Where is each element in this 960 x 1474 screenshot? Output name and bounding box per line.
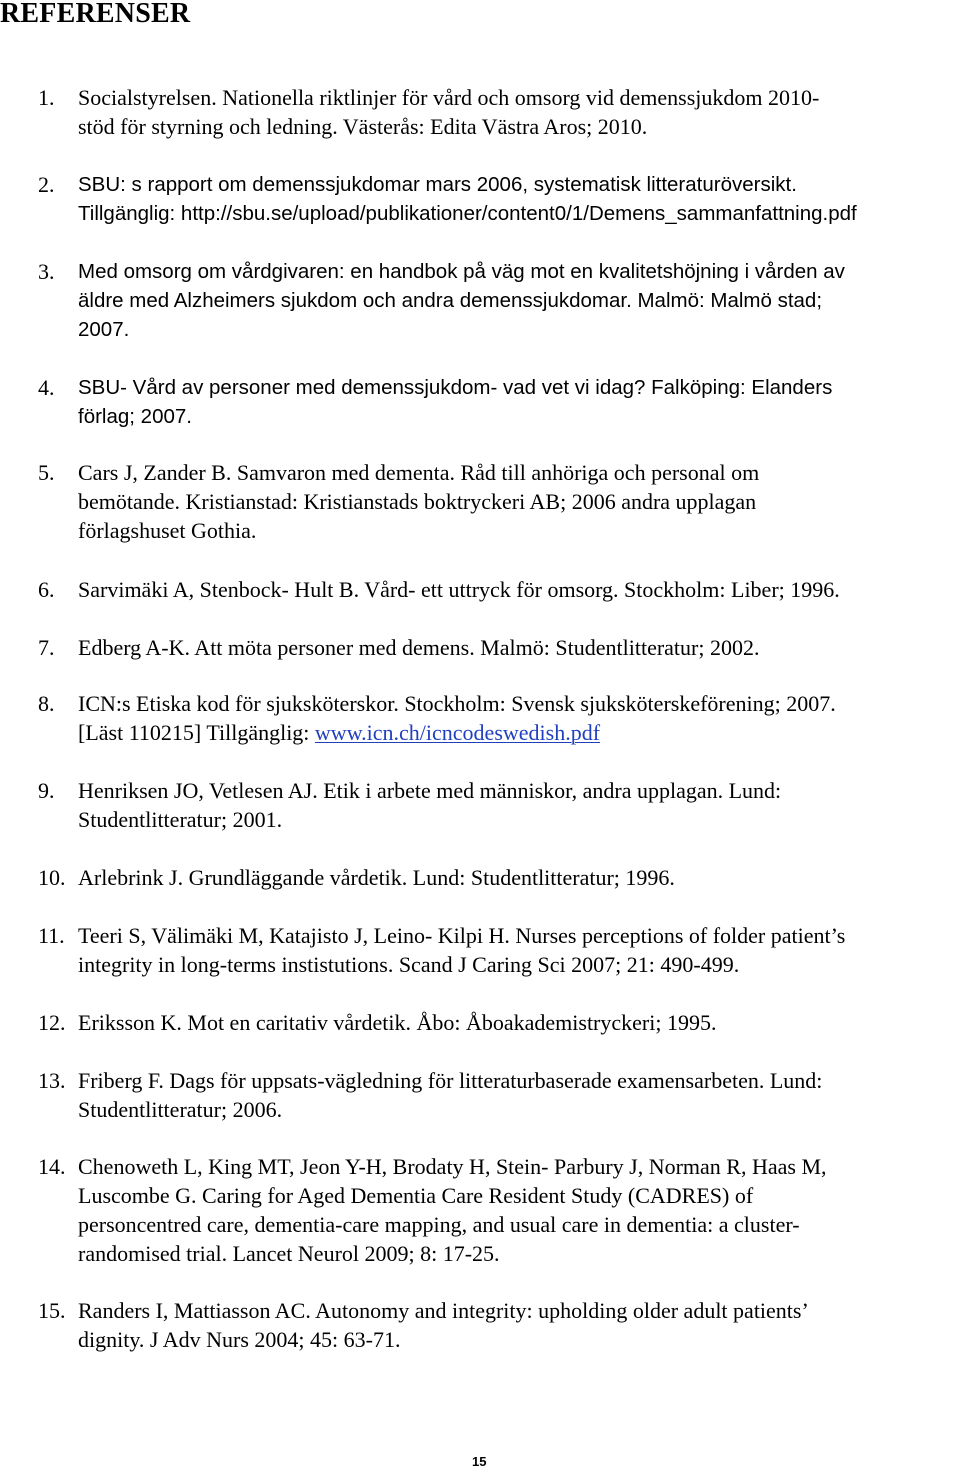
reference-line: Chenoweth L, King MT, Jeon Y-H, Brodaty H, Stein- Parbury J, Norman R, Haas M,	[78, 1154, 827, 1179]
reference-line: ICN:s Etiska kod för sjuksköterskor. Stockholm: Svensk sjuksköterskeförening; 2007.	[78, 691, 836, 716]
reference-line: Med omsorg om vårdgivaren: en handbok på väg mot en kvalitetshöjning i vården av	[78, 260, 845, 283]
reference-text	[78, 776, 960, 834]
reference-line: personcentred care, dementia-care mapping, and usual care in dementia: a cluster-	[78, 1212, 800, 1237]
reference-line: Sarvimäki A, Stenbock- Hult B. Vård- ett uttryck för omsorg. Stockholm: Liber; 1996.	[78, 577, 840, 602]
reference-number: 6.	[38, 577, 55, 602]
reference-line: Friberg F. Dags för uppsats-vägledning för litteraturbaserade examensarbeten. Lund:	[78, 1068, 823, 1093]
reference-line: Randers I, Mattiasson AC. Autonomy and integrity: upholding older adult patients’	[78, 1298, 809, 1323]
reference-line: randomised trial. Lancet Neurol 2009; 8: 17-25.	[78, 1241, 500, 1266]
reference-text	[78, 689, 960, 747]
reference-number: 2.	[38, 172, 55, 197]
reference-text	[78, 83, 960, 141]
reference-text	[78, 863, 960, 892]
reference-line: Socialstyrelsen. Nationella riktlinjer för vård och omsorg vid demenssjukdom 2010-	[78, 85, 820, 110]
reference-line: förlagshuset Gothia.	[78, 518, 257, 543]
reference-text	[78, 633, 960, 662]
reference-line	[78, 718, 960, 747]
icn-link[interactable]: www.icn.ch/icncodeswedish.pdf	[314, 720, 601, 745]
reference-text	[78, 575, 960, 604]
reference-line: äldre med Alzheimers sjukdom och andra demenssjukdomar. Malmö: Malmö stad;	[78, 289, 823, 312]
reference-number: 1.	[38, 85, 55, 110]
reference-line: Studentlitteratur; 2001.	[78, 807, 283, 832]
reference-text	[78, 458, 960, 545]
reference-line-text: [Läst 110215] Tillgänglig:	[78, 720, 310, 745]
reference-number: 11.	[38, 923, 65, 948]
reference-text	[78, 1008, 960, 1037]
reference-number: 5.	[38, 460, 55, 485]
reference-line: integrity in long-terms instistutions. Scand J Caring Sci 2007; 21: 490-499.	[78, 952, 740, 977]
reference-line: SBU- Vård av personer med demenssjukdom- vad vet vi idag? Falköping: Elanders	[78, 376, 833, 399]
reference-number: 10.	[38, 865, 66, 890]
reference-text	[78, 1296, 960, 1354]
reference-number: 13.	[38, 1068, 66, 1093]
reference-line: Edberg A-K. Att möta personer med demens. Malmö: Studentlitteratur; 2002.	[78, 635, 760, 660]
reference-line: stöd för styrning och ledning. Västerås: Edita Västra Aros; 2010.	[78, 114, 648, 139]
reference-line: Cars J, Zander B. Samvaron med dementa. Råd till anhöriga och personal om	[78, 460, 760, 485]
reference-text	[78, 257, 960, 344]
reference-text	[78, 921, 960, 979]
reference-number: 3.	[38, 259, 55, 284]
reference-line: 2007.	[78, 318, 130, 341]
reference-line: Tillgänglig: http://sbu.se/upload/publikationer/content0/1/Demens_sammanfattning.pdf	[78, 202, 857, 225]
reference-line: Teeri S, Välimäki M, Katajisto J, Leino- Kilpi H. Nurses perceptions of folder patient’s	[78, 923, 846, 948]
reference-line: Luscombe G. Caring for Aged Dementia Care Resident Study (CADRES) of	[78, 1183, 754, 1208]
reference-number: 9.	[38, 778, 55, 803]
reference-line: Studentlitteratur; 2006.	[78, 1097, 283, 1122]
page-number: 15	[472, 1454, 487, 1469]
reference-number: 8.	[38, 691, 55, 716]
reference-line: Henriksen JO, Vetlesen AJ. Etik i arbete med människor, andra upplagan. Lund:	[78, 778, 782, 803]
reference-line: bemötande. Kristianstad: Kristianstads boktryckeri AB; 2006 andra upplagan	[78, 489, 757, 514]
reference-line: Arlebrink J. Grundläggande vårdetik. Lund: Studentlitteratur; 1996.	[78, 865, 675, 890]
reference-line: förlag; 2007.	[78, 405, 192, 428]
reference-number: 4.	[38, 375, 55, 400]
reference-text	[78, 1152, 960, 1268]
reference-text	[78, 170, 960, 228]
page-title: REFERENSER	[0, 0, 191, 29]
reference-line: dignity. J Adv Nurs 2004; 45: 63-71.	[78, 1327, 401, 1352]
reference-number: 12.	[38, 1010, 66, 1035]
reference-number: 14.	[38, 1154, 66, 1179]
reference-text	[78, 373, 960, 431]
reference-line: SBU: s rapport om demenssjukdomar mars 2006, systematisk litteraturöversikt.	[78, 173, 797, 196]
reference-number: 7.	[38, 635, 55, 660]
reference-line: Eriksson K. Mot en caritativ vårdetik. Åbo: Åboakademistryckeri; 1995.	[78, 1010, 717, 1035]
reference-text	[78, 1066, 960, 1124]
reference-number: 15.	[38, 1298, 66, 1323]
